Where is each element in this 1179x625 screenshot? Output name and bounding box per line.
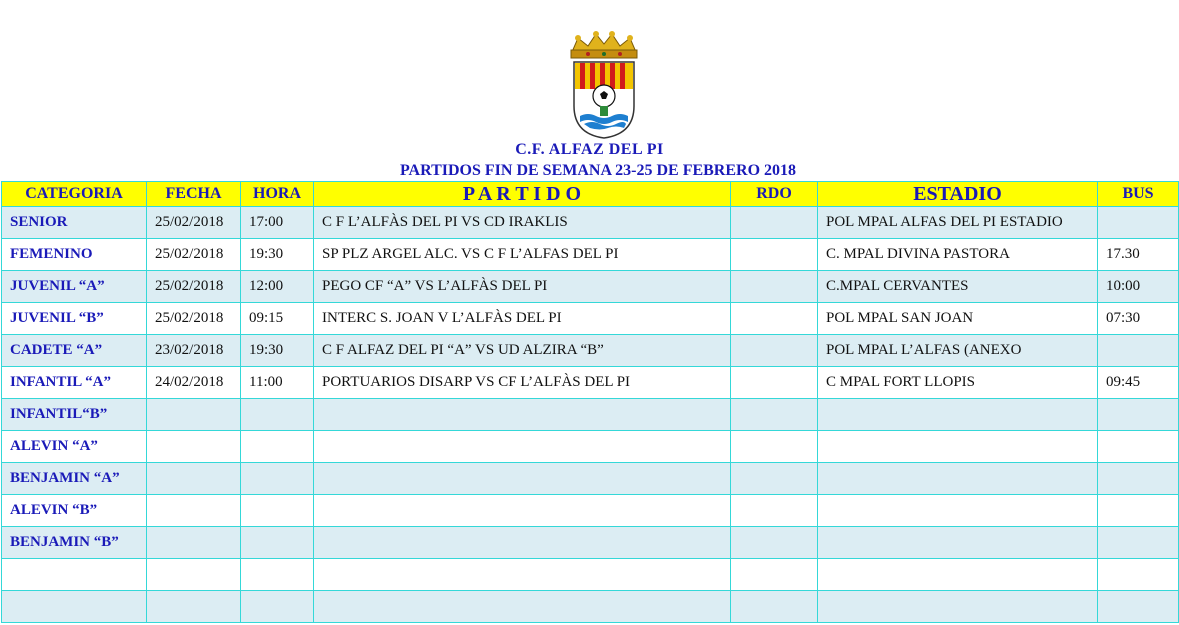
- cell-estadio: C. MPAL DIVINA PASTORA: [818, 239, 1098, 271]
- cell-partido: [314, 431, 731, 463]
- cell-partido: [314, 463, 731, 495]
- col-header-categoria: CATEGORIA: [2, 182, 147, 207]
- cell-bus: [1098, 527, 1179, 559]
- cell-categoria: ALEVIN “B”: [2, 495, 147, 527]
- cell-hora: 09:15: [241, 303, 314, 335]
- cell-rdo: [731, 431, 818, 463]
- cell-hora: [241, 527, 314, 559]
- table-row: [2, 559, 1179, 591]
- cell-bus: [1098, 335, 1179, 367]
- cell-fecha: [147, 431, 241, 463]
- cell-bus: 10:00: [1098, 271, 1179, 303]
- cell-estadio: [818, 591, 1098, 623]
- cell-bus: [1098, 431, 1179, 463]
- cell-categoria: FEMENINO: [2, 239, 147, 271]
- cell-rdo: [731, 527, 818, 559]
- cell-fecha: [147, 399, 241, 431]
- cell-categoria: JUVENIL “B”: [2, 303, 147, 335]
- cell-rdo: [731, 591, 818, 623]
- col-header-rdo: RDO: [731, 182, 818, 207]
- table-row: [2, 367, 1179, 399]
- cell-estadio: C MPAL FORT LLOPIS: [818, 367, 1098, 399]
- col-header-estadio: ESTADIO: [818, 182, 1098, 207]
- cell-partido: [314, 559, 731, 591]
- table-row: [2, 239, 1179, 271]
- table-row: [2, 431, 1179, 463]
- cell-fecha: [147, 559, 241, 591]
- cell-rdo: [731, 239, 818, 271]
- cell-hora: [241, 431, 314, 463]
- cell-categoria: CADETE “A”: [2, 335, 147, 367]
- table-row: [2, 495, 1179, 527]
- cell-fecha: 23/02/2018: [147, 335, 241, 367]
- cell-fecha: [147, 527, 241, 559]
- table-row: [2, 591, 1179, 623]
- cell-rdo: [731, 271, 818, 303]
- cell-hora: [241, 559, 314, 591]
- cell-categoria: SENIOR: [2, 207, 147, 239]
- cell-estadio: [818, 559, 1098, 591]
- cell-fecha: [147, 495, 241, 527]
- schedule-table: [1, 181, 1179, 623]
- cell-partido: [314, 399, 731, 431]
- cell-hora: 17:00: [241, 207, 314, 239]
- table-row: [2, 335, 1179, 367]
- cell-rdo: [731, 399, 818, 431]
- cell-partido: PORTUARIOS DISARP VS CF L’ALFÀS DEL PI: [314, 367, 731, 399]
- cell-rdo: [731, 303, 818, 335]
- cell-rdo: [731, 207, 818, 239]
- col-header-bus: BUS: [1098, 182, 1179, 207]
- table-row: [2, 463, 1179, 495]
- cell-rdo: [731, 463, 818, 495]
- table-row: [2, 399, 1179, 431]
- cell-estadio: [818, 527, 1098, 559]
- cell-categoria: [2, 559, 147, 591]
- cell-rdo: [731, 335, 818, 367]
- cell-estadio: POL MPAL SAN JOAN: [818, 303, 1098, 335]
- cell-fecha: 24/02/2018: [147, 367, 241, 399]
- cell-hora: 19:30: [241, 335, 314, 367]
- cell-bus: 07:30: [1098, 303, 1179, 335]
- cell-estadio: POL MPAL ALFAS DEL PI ESTADIO: [818, 207, 1098, 239]
- cell-bus: [1098, 399, 1179, 431]
- cell-partido: C F L’ALFÀS DEL PI VS CD IRAKLIS: [314, 207, 731, 239]
- cell-fecha: 25/02/2018: [147, 303, 241, 335]
- cell-bus: [1098, 207, 1179, 239]
- cell-categoria: INFANTIL“B”: [2, 399, 147, 431]
- cell-partido: [314, 527, 731, 559]
- club-crest-icon: [566, 30, 642, 142]
- cell-partido: SP PLZ ARGEL ALC. VS C F L’ALFAS DEL PI: [314, 239, 731, 271]
- cell-partido: [314, 591, 731, 623]
- header-row: [2, 182, 1179, 207]
- cell-bus: [1098, 463, 1179, 495]
- cell-categoria: BENJAMIN “A”: [2, 463, 147, 495]
- cell-fecha: 25/02/2018: [147, 239, 241, 271]
- table-row: [2, 527, 1179, 559]
- cell-hora: 12:00: [241, 271, 314, 303]
- cell-bus: [1098, 495, 1179, 527]
- cell-rdo: [731, 495, 818, 527]
- cell-partido: INTERC S. JOAN V L’ALFÀS DEL PI: [314, 303, 731, 335]
- cell-hora: [241, 495, 314, 527]
- table-row: [2, 207, 1179, 239]
- club-title: C.F. ALFAZ DEL PI: [515, 141, 664, 158]
- cell-partido: [314, 495, 731, 527]
- col-header-partido: P A R T I D O: [314, 182, 731, 207]
- cell-categoria: BENJAMIN “B”: [2, 527, 147, 559]
- cell-estadio: [818, 463, 1098, 495]
- cell-bus: 09:45: [1098, 367, 1179, 399]
- cell-fecha: 25/02/2018: [147, 207, 241, 239]
- cell-categoria: [2, 591, 147, 623]
- cell-hora: 11:00: [241, 367, 314, 399]
- cell-partido: C F ALFAZ DEL PI “A” VS UD ALZIRA “B”: [314, 335, 731, 367]
- cell-rdo: [731, 559, 818, 591]
- cell-hora: [241, 463, 314, 495]
- cell-categoria: INFANTIL “A”: [2, 367, 147, 399]
- col-header-hora: HORA: [241, 182, 314, 207]
- cell-estadio: POL MPAL L’ALFAS (ANEXO: [818, 335, 1098, 367]
- table-row: [2, 303, 1179, 335]
- cell-estadio: C.MPAL CERVANTES: [818, 271, 1098, 303]
- page-subtitle: PARTIDOS FIN DE SEMANA 23-25 DE FEBRERO 2018: [399, 162, 797, 179]
- cell-fecha: [147, 463, 241, 495]
- cell-hora: [241, 399, 314, 431]
- cell-estadio: [818, 399, 1098, 431]
- table-row: [2, 271, 1179, 303]
- cell-categoria: JUVENIL “A”: [2, 271, 147, 303]
- cell-categoria: ALEVIN “A”: [2, 431, 147, 463]
- cell-partido: PEGO CF “A” VS L’ALFÀS DEL PI: [314, 271, 731, 303]
- cell-fecha: 25/02/2018: [147, 271, 241, 303]
- cell-bus: [1098, 591, 1179, 623]
- cell-rdo: [731, 367, 818, 399]
- cell-hora: 19:30: [241, 239, 314, 271]
- col-header-fecha: FECHA: [147, 182, 241, 207]
- cell-hora: [241, 591, 314, 623]
- cell-estadio: [818, 495, 1098, 527]
- cell-estadio: [818, 431, 1098, 463]
- cell-bus: [1098, 559, 1179, 591]
- cell-fecha: [147, 591, 241, 623]
- cell-bus: 17.30: [1098, 239, 1179, 271]
